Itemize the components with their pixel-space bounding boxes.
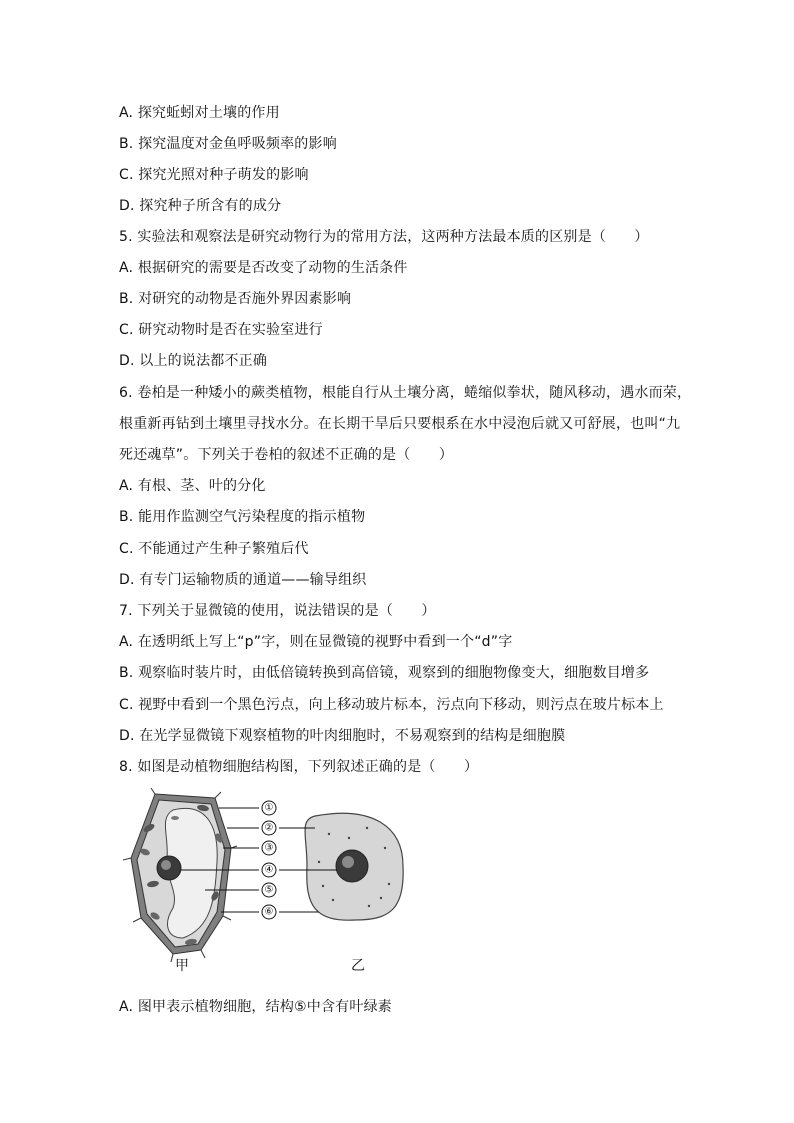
plant-cell <box>123 788 237 962</box>
svg-text:⑤: ⑤ <box>264 884 274 896</box>
option-6d: D. 有专门运输物质的通道——输导组织 <box>119 572 367 588</box>
svg-text:⑥: ⑥ <box>264 906 274 918</box>
option-4a: A. 探究蚯蚓对土壤的作用 <box>119 105 280 121</box>
caption-yi: 乙 <box>351 958 365 974</box>
animal-cell <box>305 813 403 920</box>
option-5a: A. 根据研究的需要是否改变了动物的生活条件 <box>119 260 408 276</box>
option-4d: D. 探究种子所含有的成分 <box>119 198 282 214</box>
svg-text:④: ④ <box>264 864 274 876</box>
question-5: 5. 实验法和观察法是研究动物行为的常用方法，这两种方法最本质的区别是（ ） <box>119 229 649 245</box>
option-7b: B. 观察临时装片时，由低倍镜转换到高倍镜，观察到的细胞物像变大，细胞数目增多 <box>119 665 650 681</box>
option-7c: C. 视野中看到一个黑色污点，向上移动玻片标本，污点向下移动，则污点在玻片标本上 <box>119 697 664 713</box>
option-5d: D. 以上的说法都不正确 <box>119 353 268 369</box>
question-6-line3: 死还魂草”。下列关于卷柏的叙述不正确的是（ ） <box>119 447 454 463</box>
svg-text:①: ① <box>264 802 274 814</box>
cell-structure-figure <box>119 788 419 978</box>
option-6a: A. 有根、茎、叶的分化 <box>119 478 266 494</box>
option-4b: B. 探究温度对金鱼呼吸频率的影响 <box>119 136 337 152</box>
question-6-line2: 根重新再钻到土壤里寻找水分。在长期干旱后只要根系在水中浸泡后就又可舒展，也叫“九 <box>119 416 681 432</box>
label-2 <box>227 821 315 835</box>
svg-text:②: ② <box>264 822 274 834</box>
cell-diagram <box>119 788 419 978</box>
option-4c: C. 探究光照对种子萌发的影响 <box>119 167 309 183</box>
option-5b: B. 对研究的动物是否施外界因素影响 <box>119 291 352 307</box>
caption-jia: 甲 <box>175 958 189 974</box>
svg-text:③: ③ <box>264 842 274 854</box>
option-7a: A. 在透明纸上写上“p”字，则在显微镜的视野中看到一个“d”字 <box>119 634 513 650</box>
label-1 <box>219 801 276 815</box>
label-6 <box>221 905 319 919</box>
option-5c: C. 研究动物时是否在实验室进行 <box>119 322 323 338</box>
option-7d: D. 在光学显微镜下观察植物的叶肉细胞时，不易观察到的结构是细胞膜 <box>119 728 566 744</box>
option-8a: A. 图甲表示植物细胞，结构⑤中含有叶绿素 <box>119 999 392 1015</box>
question-8: 8. 如图是动植物细胞结构图，下列叙述正确的是（ ） <box>119 759 479 775</box>
label-3 <box>223 841 276 855</box>
question-7: 7. 下列关于显微镜的使用，说法错误的是（ ） <box>119 603 436 619</box>
question-6-line1: 6. 卷柏是一种矮小的蕨类植物，根能自行从土壤分离，蜷缩似拳状，随风移动，遇水而荣， <box>119 385 692 401</box>
option-6c: C. 不能通过产生种子繁殖后代 <box>119 541 309 557</box>
option-6b: B. 能用作监测空气污染程度的指示植物 <box>119 509 366 525</box>
